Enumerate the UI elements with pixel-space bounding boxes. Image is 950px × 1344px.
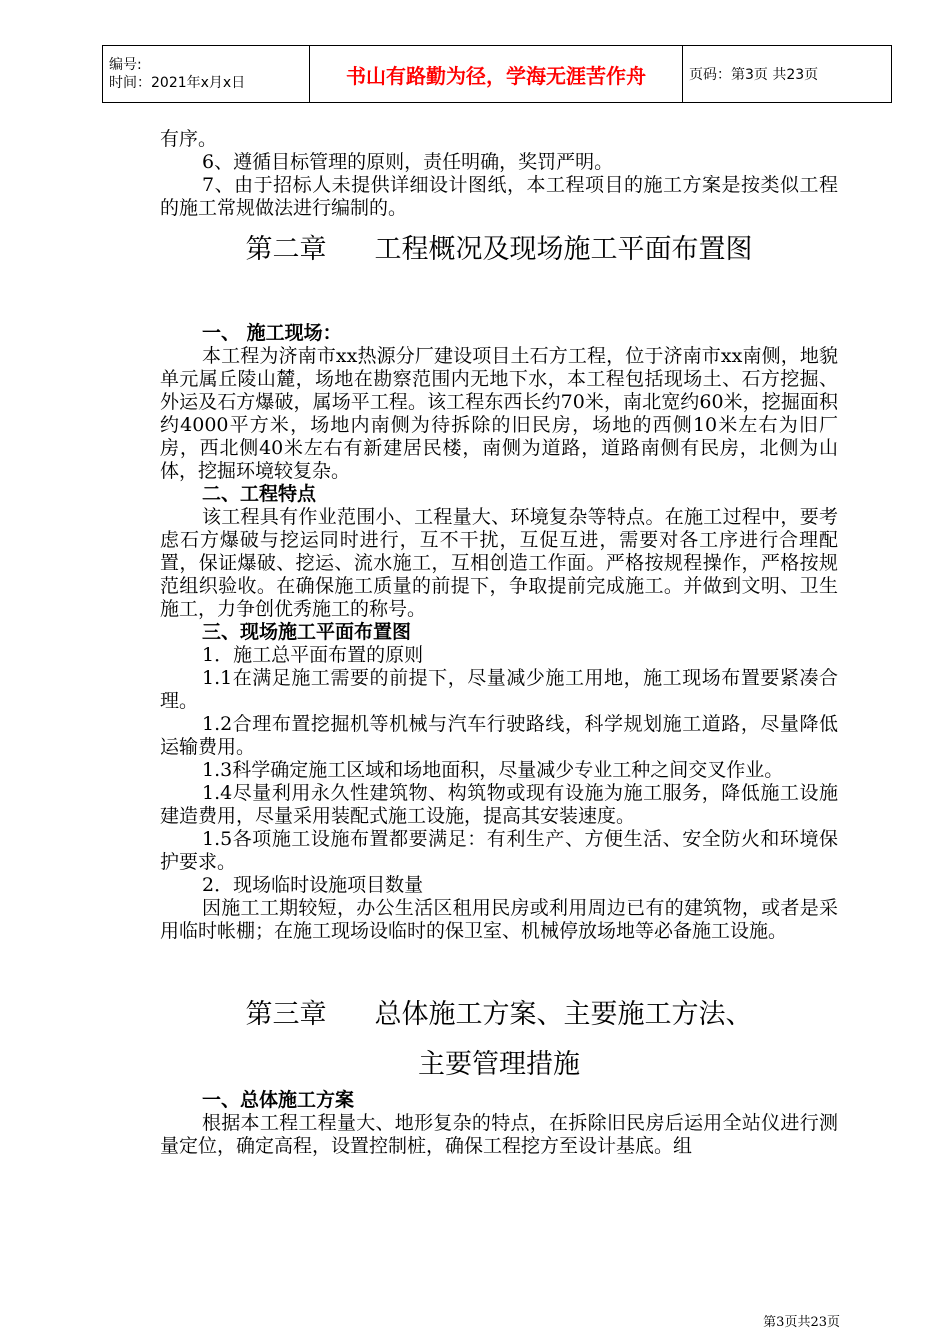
section-heading: 一、 施工现场： [202,322,342,344]
paragraph: 2．现场临时设施项目数量 [202,874,424,896]
paragraph: 1.5各项施工设施布置都要满足：有利生产、方便生活、安全防火和环境保护要求。 [160,828,838,873]
document-body [160,128,838,1158]
number-label: 编号: [109,57,142,73]
section-heading: 三、现场施工平面布置图 [202,621,412,643]
chapter-3-subtitle: 主要管理措施 [418,1049,580,1080]
paragraph: 1.2合理布置挖掘机等机械与汽车行驶路线，科学规划施工道路，尽量降低运输费用。 [160,713,838,758]
paragraph: 本工程为济南市xx热源分厂建设项目土石方工程，位于济南市xx南侧，地貌单元属丘陵山麓，场地在勘察范围内无地下水，本工程包括现场土、石方挖掘、外运及石方爆破，属场平工程。该工程东西长约70米，南北宽约60米，挖掘面积约4000平方米，场地内南侧为待拆除的旧民房，场地的西侧10米左右为旧厂房，西北侧40米左右有新建居民楼，南侧为道路，道路南侧有民房，北侧为山体，挖掘环境较复杂。 [160,345,838,482]
header-page-info: 页码：第3页 共23页 [683,46,892,103]
time-label: 时间：2021年x月x日 [109,75,246,91]
header-motto: 书山有路勤为径，学海无涯苦作舟 [310,46,683,103]
paragraph: 1.4尽量利用永久性建筑物、构筑物或现有设施为施工服务，降低施工设施建造费用，尽量采用装配式施工设施，提高其安装速度。 [160,782,838,827]
page-header [102,45,892,103]
chapter-title: 工程概况及现场施工平面布置图 [374,234,753,265]
page-footer: 第3页共23页 [763,1315,840,1330]
chapter-2-heading [160,230,838,270]
paragraph: 有序。 [160,128,218,150]
paragraph: 该工程具有作业范围小、工程量大、环境复杂等特点。在施工过程中，要考虑石方爆破与挖运同时进行，互不干扰，互促互进，需要对各工序进行合理配置，保证爆破、挖运、流水施工，互相创造工作面。严格按规程操作，严格按规范组织验收。在确保施工质量的前提下，争取提前完成施工。并做到文明、卫生施工，力争创优秀施工的称号。 [160,506,838,620]
section-heading: 二、工程特点 [202,483,317,505]
chapter-3-heading [160,995,838,1035]
paragraph: 根据本工程工程量大、地形复杂的特点，在拆除旧民房后运用全站仪进行测量定位，确定高程，设置控制桩，确保工程挖方至设计基底。组 [160,1112,838,1157]
paragraph: 7、由于招标人未提供详细设计图纸，本工程项目的施工方案是按类似工程的施工常规做法进行编制的。 [160,174,838,219]
paragraph: 因施工工期较短，办公生活区租用民房或利用周边已有的建筑物，或者是采用临时帐棚；在施工现场设临时的保卫室、机械停放场地等必备施工设施。 [160,897,838,942]
paragraph: 1.1在满足施工需要的前提下，尽量减少施工用地，施工现场布置要紧凑合理。 [160,667,838,712]
header-meta [103,46,310,103]
paragraph: 1.3科学确定施工区域和场地面积，尽量减少专业工种之间交叉作业。 [202,759,784,781]
chapter-number: 第三章 [245,999,327,1030]
paragraph: 6、遵循目标管理的原则，责任明确，奖罚严明。 [202,151,614,173]
chapter-title: 总体施工方案、主要施工方法、 [374,999,753,1030]
paragraph: 1．施工总平面布置的原则 [202,644,424,666]
chapter-number: 第二章 [245,234,327,265]
section-heading: 一、总体施工方案 [202,1089,355,1111]
